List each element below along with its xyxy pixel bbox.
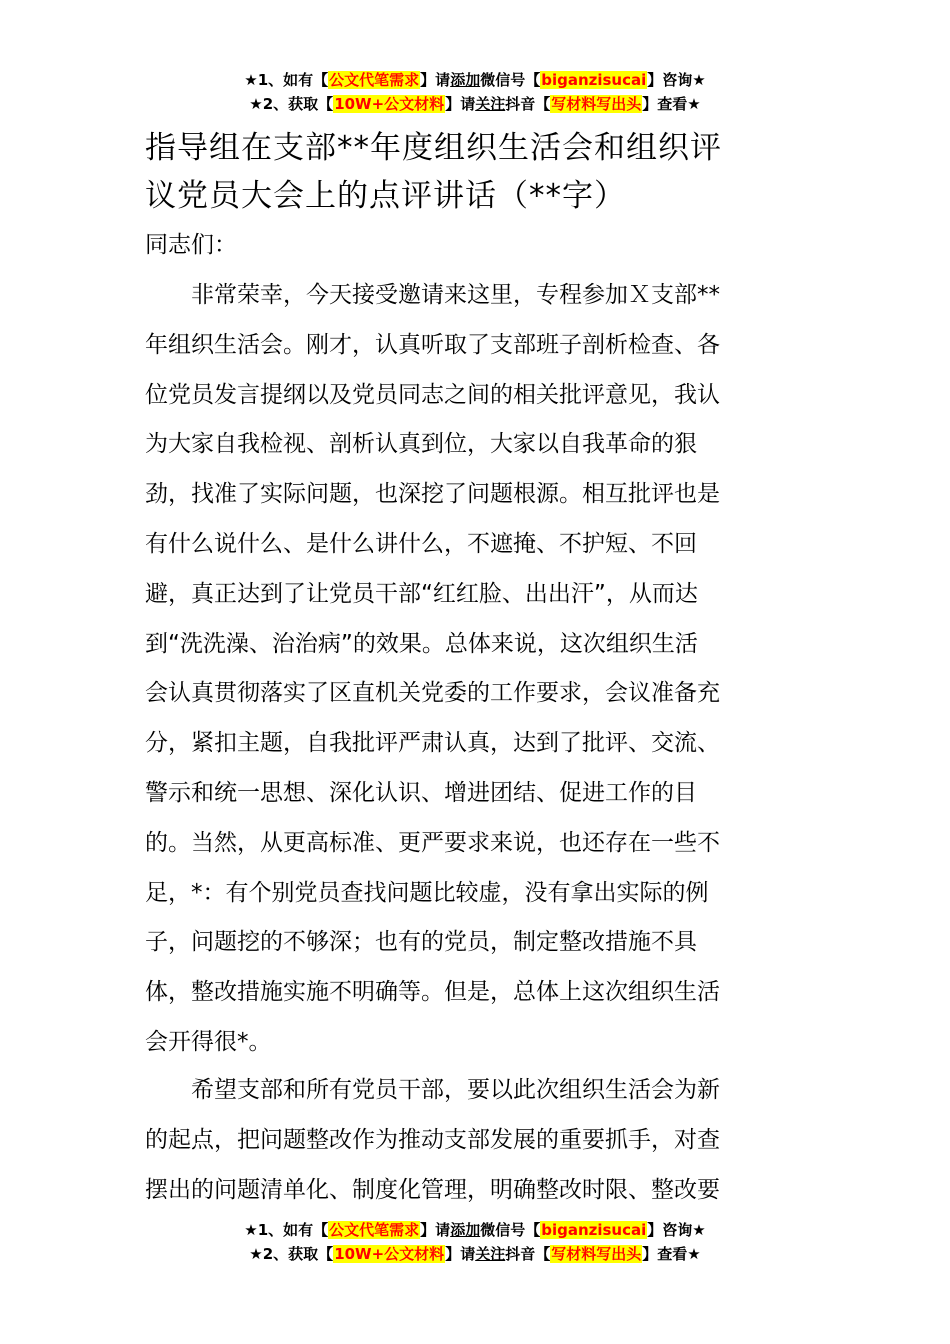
text-line: 为大家自我检视、剖析认真到位，大家以自我革命的狠: [145, 431, 697, 458]
banner-text: ★2、获取【: [249, 1245, 334, 1263]
text-line: 足，*：有个别党员查找问题比较虚，没有拿出实际的例: [145, 879, 709, 906]
banner-text: 】查看★: [642, 1245, 701, 1263]
banner-underline: 关注: [475, 1245, 506, 1263]
text-line: 希望支部和所有党员干部，要以此次组织生活会为新: [145, 1077, 720, 1103]
banner-line-1: [0, 68, 950, 92]
text-line: 子，问题挖的不够深；也有的党员，制定整改措施不具: [145, 929, 697, 956]
banner-highlight: biganzisucai: [541, 71, 647, 89]
banner-text: 抖音【: [505, 95, 551, 113]
text-line: 会开得很*。: [145, 1028, 272, 1055]
text-line: 的。当然，从更高标准、更严要求来说，也还存在一些不: [145, 829, 720, 856]
banner-highlight: 写材料写出头: [551, 1245, 642, 1263]
banner-text: 抖音【: [505, 1245, 551, 1263]
banner-underline: 添加: [450, 1221, 481, 1239]
banner-highlight: 10W+公文材料: [334, 1245, 445, 1263]
banner-underline: 关注: [475, 95, 506, 113]
footer-banner: [0, 1218, 950, 1266]
banner-line-2: [0, 1242, 950, 1266]
salutation: 同志们：: [145, 232, 237, 258]
text-line: 警示和统一思想、深化认识、增进团结、促进工作的目: [145, 779, 697, 806]
text-line: 的起点，把问题整改作为推动支部发展的重要抓手，对查: [145, 1126, 720, 1153]
banner-highlight: biganzisucai: [541, 1221, 647, 1239]
banner-text: 】请: [445, 95, 476, 113]
text-line: 到“洗洗澡、治治病”的效果。总体来说，这次组织生活: [145, 630, 698, 657]
text-line: 会认真贯彻落实了区直机关党委的工作要求，会议准备充: [145, 680, 720, 707]
banner-text: 】咨询★: [647, 71, 706, 89]
text-line: 位党员发言提纲以及党员同志之间的相关批评意见，我认: [145, 381, 720, 408]
banner-text: 】请: [420, 71, 451, 89]
text-line: 年组织生活会。刚才，认真听取了支部班子剖析检查、各: [145, 331, 720, 358]
banner-highlight: 公文代笔需求: [329, 1221, 420, 1239]
banner-highlight: 公文代笔需求: [329, 71, 420, 89]
text-line: 分，紧扣主题，自我批评严肃认真，达到了批评、交流、: [145, 730, 720, 757]
text-line: 非常荣幸，今天接受邀请来这里，专程参加Ｘ支部**: [145, 282, 720, 308]
text-line: 有什么说什么、是什么讲什么，不遮掩、不护短、不回: [145, 530, 697, 557]
text-line: 体，整改措施实施不明确等。但是，总体上这次组织生活: [145, 979, 720, 1006]
banner-text: 】咨询★: [647, 1221, 706, 1239]
text-line: 摆出的问题清单化、制度化管理，明确整改时限、整改要: [145, 1176, 720, 1203]
banner-line-1: [0, 1218, 950, 1242]
text-line: 避，真正达到了让党员干部“红红脸、出出汗”，从而达: [145, 580, 698, 607]
text-line: 劲，找准了实际问题，也深挖了问题根源。相互批评也是: [145, 481, 720, 508]
title-line: 议党员大会上的点评讲话（**字）: [145, 178, 626, 214]
paragraph-1: [145, 278, 815, 1075]
banner-text: 】查看★: [642, 95, 701, 113]
banner-line-2: [0, 92, 950, 116]
banner-underline: 添加: [450, 71, 481, 89]
banner-text: 】请: [445, 1245, 476, 1263]
banner-text: 微信号【: [480, 71, 541, 89]
title-line: 指导组在支部**年度组织生活会和组织评: [145, 130, 722, 166]
banner-text: ★1、如有【: [244, 71, 329, 89]
banner-highlight: 写材料写出头: [551, 95, 642, 113]
banner-text: ★2、获取【: [249, 95, 334, 113]
document-title: [145, 124, 815, 220]
paragraph-2: [145, 1073, 815, 1222]
banner-text: 】请: [420, 1221, 451, 1239]
banner-text: ★1、如有【: [244, 1221, 329, 1239]
header-banner: [0, 68, 950, 116]
banner-highlight: 10W+公文材料: [334, 95, 445, 113]
banner-text: 微信号【: [480, 1221, 541, 1239]
